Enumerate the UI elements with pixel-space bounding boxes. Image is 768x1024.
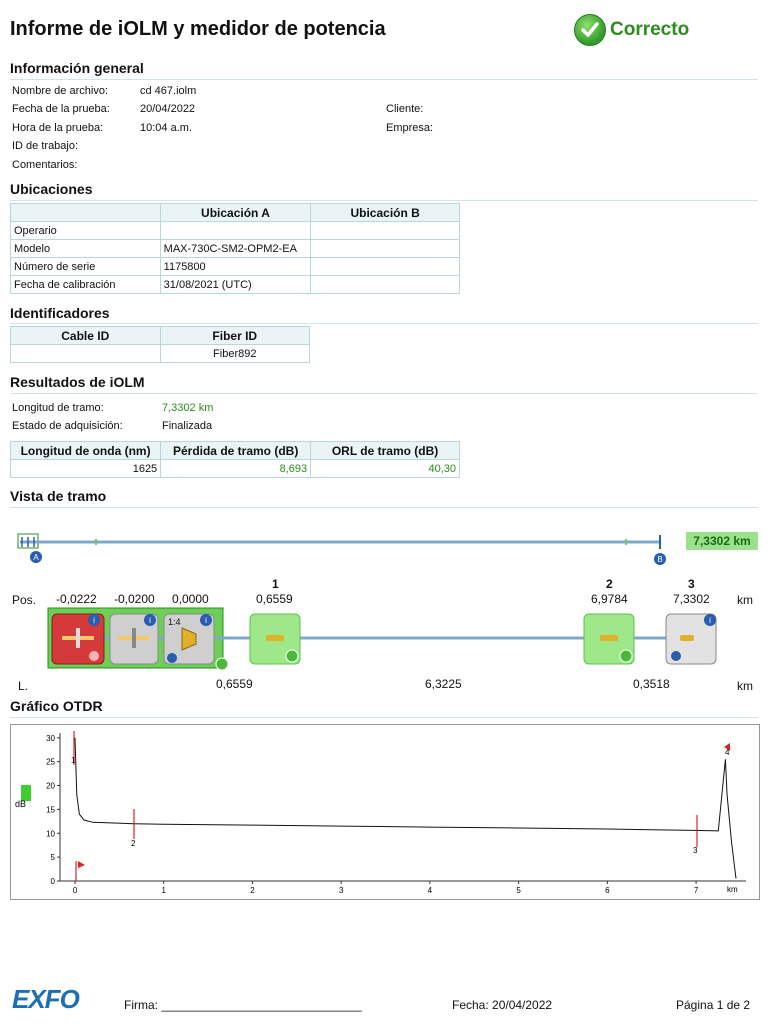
time-value: 10:04 a.m. <box>140 122 192 134</box>
header-cell: Ubicación A <box>160 204 311 222</box>
y-tick-label: 10 <box>46 829 55 839</box>
client-label: Cliente: <box>386 103 424 115</box>
table-cell: Fiber892 <box>160 345 309 363</box>
span-length-value: 7,3302 km <box>162 402 214 414</box>
x-tick-label: 3 <box>338 886 344 895</box>
table-cell: Modelo <box>11 240 161 258</box>
status-text: Correcto <box>610 19 690 40</box>
x-tick-label: 5 <box>516 886 521 895</box>
header-cell: Ubicación B <box>311 204 460 222</box>
divider <box>10 79 758 80</box>
x-tick-label: 7 <box>693 886 699 895</box>
pos-label: Pos. <box>12 593 37 607</box>
acquisition-label: Estado de adquisición: <box>12 420 123 432</box>
x-unit-label: km <box>727 885 738 894</box>
table-cell: MAX-730C-SM2-OPM2-EA <box>160 240 311 258</box>
header-cell <box>11 204 161 222</box>
general-heading: Información general <box>10 60 144 76</box>
divider <box>10 200 758 201</box>
event-number: 1 <box>272 577 279 591</box>
divider <box>10 393 758 394</box>
table-cell <box>311 222 460 240</box>
x-tick-label: 0 <box>72 886 78 895</box>
event-number: 3 <box>688 577 695 591</box>
file-value: cd 467.iolm <box>140 85 197 97</box>
otdr-plot <box>11 725 759 899</box>
locations-table <box>10 203 460 294</box>
span-elements <box>40 606 730 672</box>
position-value: 7,3302 <box>673 592 710 606</box>
event-number: 2 <box>606 577 613 591</box>
table-cell <box>311 240 460 258</box>
comments-label: Comentarios: <box>12 159 78 171</box>
report-title: Informe de iOLM y medidor de potencia <box>10 18 386 40</box>
table-cell <box>311 276 460 294</box>
footer-date: Fecha: 20/04/2022 <box>452 998 553 1012</box>
svg-text:i: i <box>205 616 207 625</box>
header-cell: ORL de tramo (dB) <box>311 442 460 460</box>
start-flag-icon <box>78 861 85 868</box>
event-marker-label: 1 <box>71 756 76 765</box>
company-label: Empresa: <box>386 122 434 134</box>
position-value: 0,0000 <box>172 592 209 606</box>
otdr-trace <box>75 738 736 879</box>
svg-text:i: i <box>709 616 711 625</box>
y-tick-label: 25 <box>46 757 55 767</box>
divider <box>10 323 758 324</box>
exfo-logo: EXFO <box>12 984 79 1014</box>
locations-heading: Ubicaciones <box>10 181 93 197</box>
span-total-badge: 7,3302 km <box>686 532 758 550</box>
splice-event-2-icon <box>584 614 634 664</box>
length-value: 0,3518 <box>633 677 670 691</box>
table-cell: 31/08/2021 (UTC) <box>160 276 311 294</box>
header-cell: Pérdida de tramo (dB) <box>161 442 311 460</box>
position-value: 6,9784 <box>591 592 628 606</box>
table-cell: Fecha de calibración <box>11 276 161 294</box>
identifiers-table <box>10 326 310 363</box>
table-cell: 8,693 <box>161 460 311 478</box>
table-cell: 40,30 <box>311 460 460 478</box>
table-row <box>11 460 460 478</box>
table-row <box>11 240 460 258</box>
divider <box>10 717 758 718</box>
x-tick-label: 4 <box>427 886 433 895</box>
y-tick-label: 5 <box>50 853 55 863</box>
x-tick-label: 1 <box>161 886 166 895</box>
otdr-heading: Gráfico OTDR <box>10 698 103 714</box>
header-cell: Cable ID <box>11 327 161 345</box>
table-cell: Operario <box>11 222 161 240</box>
marker-b-icon <box>654 553 666 565</box>
otdr-chart <box>10 724 760 900</box>
table-cell <box>11 345 161 363</box>
length-value: 6,3225 <box>425 677 462 691</box>
svg-text:i: i <box>149 616 151 625</box>
length-label: L. <box>18 679 29 693</box>
file-label: Nombre de archivo: <box>12 85 108 97</box>
y-axis-label: dB <box>15 799 27 809</box>
length-value: 0,6559 <box>216 677 253 691</box>
table-cell: 1175800 <box>160 258 311 276</box>
splitter-icon <box>164 614 214 664</box>
table-cell: Número de serie <box>11 258 161 276</box>
span-length-label: Longitud de tramo: <box>12 402 104 414</box>
event-marker-label: 4 <box>725 748 730 757</box>
date-value: 20/04/2022 <box>140 103 196 115</box>
signature-line: Firma: ______________________________ <box>124 998 362 1012</box>
splice-event-1-icon <box>250 614 300 664</box>
table-cell <box>311 258 460 276</box>
time-label: Hora de la prueba: <box>12 122 104 134</box>
pass-icon <box>216 658 228 670</box>
header-cell: Longitud de onda (nm) <box>11 442 161 460</box>
svg-text:1:4: 1:4 <box>168 617 181 627</box>
y-tick-label: 0 <box>50 877 55 886</box>
status-badge <box>572 12 722 48</box>
pos-unit: km <box>737 593 753 607</box>
header-cell: Fiber ID <box>160 327 309 345</box>
position-value: -0,0222 <box>56 592 97 606</box>
span-overview <box>10 528 680 568</box>
table-cell: 1625 <box>11 460 161 478</box>
span-view-heading: Vista de tramo <box>10 488 107 504</box>
x-tick-label: 2 <box>250 886 255 895</box>
job-label: ID de trabajo: <box>12 140 79 152</box>
svg-text:i: i <box>93 616 95 625</box>
y-tick-label: 15 <box>46 805 55 815</box>
event-marker-label: 3 <box>693 846 698 855</box>
position-value: 0,6559 <box>256 592 293 606</box>
table-row <box>11 345 310 363</box>
page-number: Página 1 de 2 <box>676 998 751 1012</box>
checkmark-icon <box>574 14 606 46</box>
y-tick-label: 30 <box>46 733 55 743</box>
end-connector-icon <box>666 614 716 664</box>
table-row <box>11 276 460 294</box>
svg-text:B: B <box>657 555 663 564</box>
iolm-results-table <box>10 441 460 478</box>
acquisition-value: Finalizada <box>162 420 213 432</box>
date-label: Fecha de la prueba: <box>12 103 110 115</box>
x-tick-label: 6 <box>605 886 610 895</box>
svg-text:A: A <box>33 553 39 562</box>
y-tick-label: 20 <box>46 781 55 791</box>
iolm-heading: Resultados de iOLM <box>10 374 145 390</box>
table-row <box>11 258 460 276</box>
event-marker-label: 2 <box>131 839 136 848</box>
length-unit: km <box>737 679 753 693</box>
position-value: -0,0200 <box>114 592 155 606</box>
marker-a-icon <box>30 551 42 563</box>
table-row <box>11 222 460 240</box>
launch-connector-icon <box>52 614 104 664</box>
table-cell <box>160 222 311 240</box>
identifiers-heading: Identificadores <box>10 305 110 321</box>
connector-icon <box>110 614 158 664</box>
divider <box>10 507 758 508</box>
